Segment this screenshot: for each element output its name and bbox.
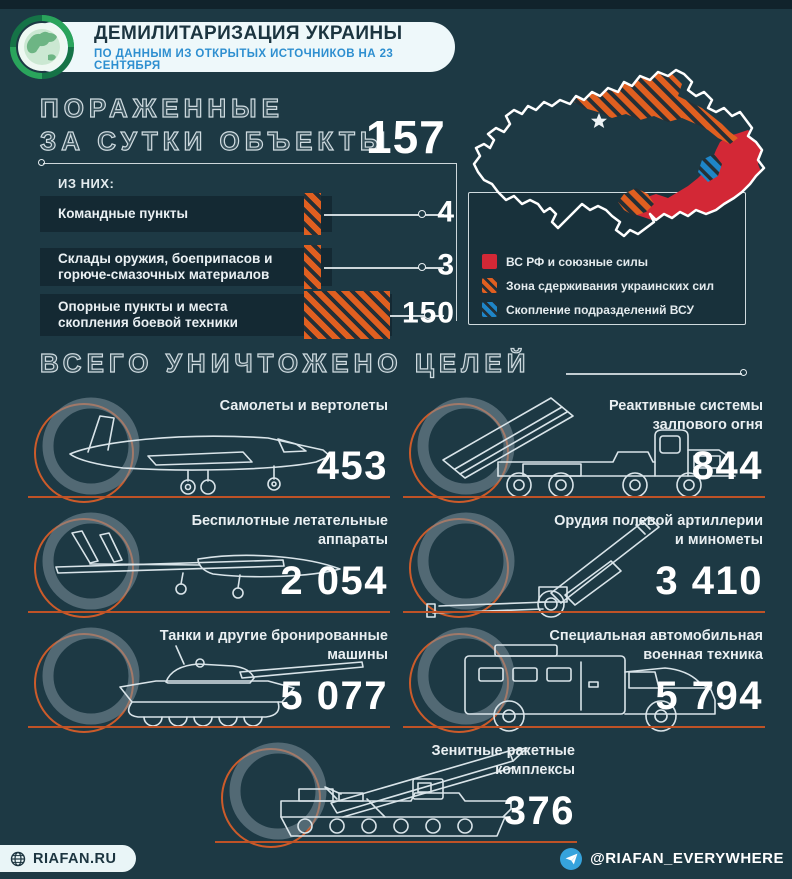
page-title: ДЕМИЛИТАРИЗАЦИЯ УКРАИНЫ [94,22,403,44]
ukraine-map [466,64,786,248]
legend-swatch-orange [482,278,497,293]
of-them-label: ИЗ НИХ: [58,176,115,191]
site-link[interactable] [0,845,136,872]
item-underline [215,841,577,844]
destroyed-item-sam [215,737,577,849]
daily-section-title [40,92,390,158]
stat-label: Командные пункты [58,205,189,221]
map-legend [482,254,714,326]
legend-label: Зона сдерживания украинских сил [506,278,715,293]
capital-star-icon [591,113,607,128]
item-value: 376 [503,789,575,833]
site-url: RIAFAN.RU [33,850,117,867]
legend-label: Скопление подразделений ВСУ [506,302,694,317]
item-underline [28,611,390,614]
daily-title-line2: ЗА СУТКИ ОБЪЕКТЫ [40,126,391,156]
stat-value: 4 [437,195,455,229]
stat-label: Опорные пункты и места скопления боевой техники [58,298,238,330]
telegram-handle: @RIAFAN_EVERYWHERE [590,850,784,867]
item-underline [28,726,390,729]
page-subtitle: ПО ДАННЫМ ИЗ ОТКРЫТЫХ ИСТОЧНИКОВ НА 23 СЕНТЯБРЯ [94,47,394,72]
stat-value: 3 [437,248,455,282]
item-underline [28,496,390,499]
item-label: Реактивные системы залпового огня [609,398,763,433]
legend-item-vsu [482,302,714,317]
destroyed-rule [566,373,742,375]
telegram-link[interactable] [560,845,784,872]
connector-dot [38,159,45,166]
destroyed-item-aircraft [28,392,390,504]
item-label: Танки и другие бронированные машины [159,628,388,663]
map-zone-orange [574,68,738,144]
stat-bar [304,245,321,289]
item-value: 3 410 [655,559,763,603]
globe-logo-icon [10,15,74,79]
destroyed-section-title: ВСЕГО УНИЧТОЖЕНО ЦЕЛЕЙ [40,348,531,378]
telegram-icon [560,848,582,870]
item-label: Беспилотные летательные аппараты [191,513,388,548]
legend-swatch-red [482,254,497,269]
item-underline [403,726,765,729]
item-label: Самолеты и вертолеты [219,398,388,414]
legend-label: ВС РФ и союзные силы [506,254,648,269]
item-value: 844 [691,444,763,488]
item-label: Специальная автомобильная военная техника [549,628,763,663]
item-label: Орудия полевой артиллерии и минометы [554,513,763,548]
item-label: Зенитные ракетные комплексы [431,743,575,778]
destroyed-item-tank [28,622,390,734]
top-shade [0,0,792,9]
daily-title-line1: ПОРАЖЕННЫЕ [40,93,284,123]
destroyed-item-artillery [403,507,765,619]
item-value: 2 054 [280,559,388,603]
item-value: 5 077 [280,674,388,718]
stat-row-depots [32,248,455,286]
stat-row-strongpoints [32,294,455,336]
item-underline [403,496,765,499]
legend-item-containment [482,278,714,293]
legend-item-rf [482,254,714,269]
stat-value: 150 [401,296,455,330]
legend-swatch-blue [482,302,497,317]
gray-ring [48,403,134,489]
item-underline [403,611,765,614]
daily-total-value: 157 [366,111,446,163]
globe-icon [10,851,26,867]
stat-bar [304,291,390,339]
destroyed-item-uav [28,507,390,619]
stat-bar [304,193,321,235]
daily-stat-rows [32,196,455,336]
header [28,22,455,72]
stat-row-command-posts [32,196,455,232]
destroyed-item-armored-truck [403,622,765,734]
destroyed-rule-dot [740,369,747,376]
item-value: 453 [316,444,388,488]
item-value: 5 794 [655,674,763,718]
destroyed-item-mlrs [403,392,765,504]
stat-label: Склады оружия, боеприпасов и горюче-смазочных материалов [58,250,273,282]
